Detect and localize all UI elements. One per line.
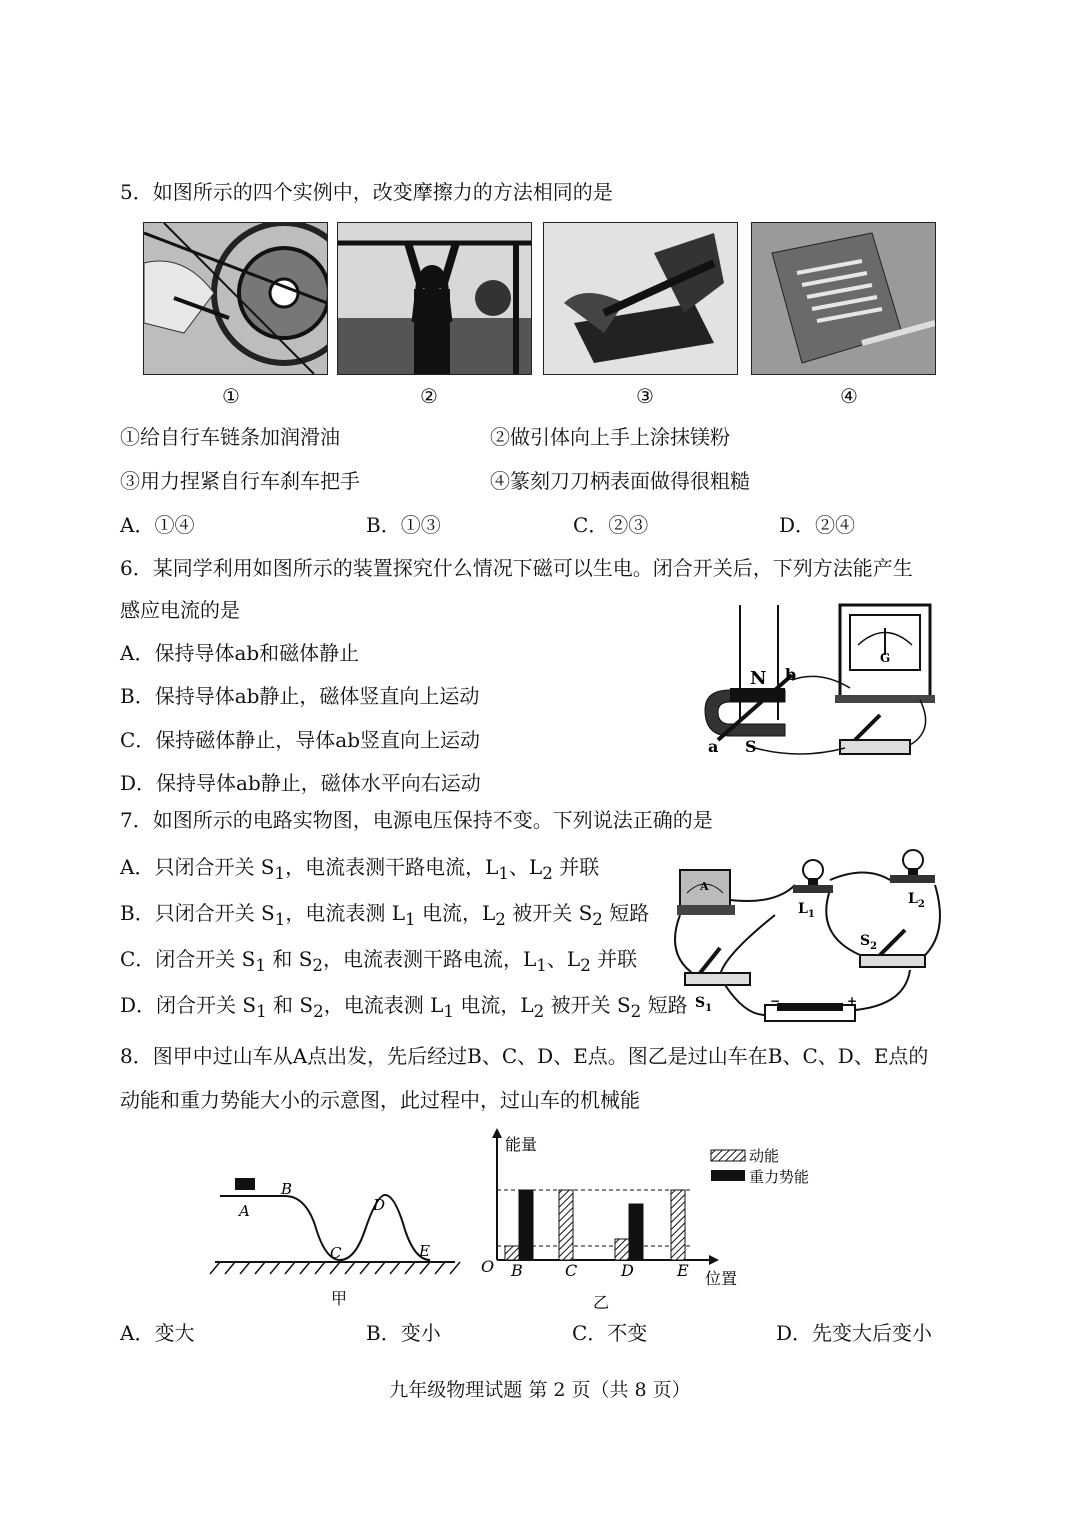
q6-stem-line1: 6．某同学利用如图所示的装置探究什么情况下磁可以生电。闭合开关后，下列方法能产生 <box>120 556 913 580</box>
q5-label-2: ② <box>420 384 438 408</box>
q6-galvanometer-g: G <box>880 651 891 665</box>
svg-text:−: − <box>770 994 781 1008</box>
q6-induction-apparatus-figure <box>700 600 940 770</box>
q8-chart-xlabel: 位置 <box>705 1269 738 1288</box>
q5-item-3: ③用力捏紧自行车刹车把手 <box>120 469 360 493</box>
q8-option-a: A．变大 <box>120 1321 195 1345</box>
q5-option-b: B．①③ <box>366 513 441 537</box>
q8-option-c: C．不变 <box>572 1321 648 1345</box>
q8-point-d: D <box>373 1196 386 1214</box>
q8-figure-yi-energy-chart <box>475 1128 835 1318</box>
q6-label-n: N <box>750 668 767 689</box>
q5-item-2: ②做引体向上手上涂抹镁粉 <box>490 425 730 449</box>
q5-photo-4-carving-knife <box>751 222 936 375</box>
svg-text:L1: $L_1$ <box>798 901 815 920</box>
q8-caption-yi: 乙 <box>593 1293 610 1312</box>
bar-kinetic-D <box>615 1239 629 1260</box>
q7-ammeter-a: A <box>700 880 709 893</box>
q8-chart-ylabel: 能量 <box>505 1135 538 1154</box>
q8-option-b: B．变小 <box>366 1321 441 1345</box>
q8-chart-origin: O <box>481 1257 495 1276</box>
q7-circuit-figure <box>665 845 945 1030</box>
category-label-B: B <box>511 1261 523 1280</box>
q5-option-a: A．①④ <box>120 513 195 537</box>
q7-option-b: B．只闭合开关 $S_1$，电流表测 $L_1$ 电流，$L_2$ 被开关 $S_2$ 短路 <box>120 901 650 929</box>
q7-option-c: C．闭合开关 $S_1$ 和 $S_2$，电流表测干路电流，$L_1$、$L_2$ 并联 <box>120 947 638 975</box>
q8-point-c: C <box>330 1244 342 1262</box>
bar-potential-B <box>519 1190 533 1260</box>
bar-potential-D <box>629 1204 643 1260</box>
bar-kinetic-C <box>559 1190 573 1260</box>
svg-text:S2: $S_2$ <box>860 933 878 952</box>
q6-label-b: b <box>785 665 797 684</box>
q5-label-1: ① <box>222 384 240 408</box>
q8-legend-potential: 重力势能 <box>749 1168 810 1186</box>
q5-item-4: ④篆刻刀刀柄表面做得很粗糙 <box>490 469 750 493</box>
q5-stem: 5．如图所示的四个实例中，改变摩擦力的方法相同的是 <box>120 180 613 204</box>
bar-kinetic-B <box>505 1246 519 1260</box>
q6-option-a: A．保持导体ab和磁体静止 <box>120 641 360 665</box>
category-label-C: C <box>565 1261 578 1280</box>
page-footer: 九年级物理试题 第 2 页（共 8 页） <box>389 1379 691 1401</box>
q5-photo-3-brake-lever <box>543 222 738 375</box>
svg-text:+: + <box>847 994 858 1008</box>
q8-point-a: A <box>239 1202 250 1220</box>
q8-stem-line1: 8．图甲中过山车从A点出发，先后经过B、C、D、E点。图乙是过山车在B、C、D、E点的 <box>120 1044 929 1068</box>
q8-caption-jia: 甲 <box>331 1289 348 1308</box>
q5-photo-1-bicycle-chain <box>143 222 328 375</box>
q8-legend-kinetic: 动能 <box>749 1147 780 1165</box>
q7-stem: 7．如图所示的电路实物图，电源电压保持不变。下列说法正确的是 <box>120 808 713 832</box>
q8-figure-jia-roller-coaster <box>205 1170 465 1310</box>
bar-kinetic-E <box>671 1190 685 1260</box>
q6-label-a: a <box>708 737 719 756</box>
q5-label-4: ④ <box>840 384 858 408</box>
q5-option-d: D．②④ <box>779 513 856 537</box>
category-label-E: E <box>677 1261 689 1280</box>
q6-option-b: B．保持导体ab静止，磁体竖直向上运动 <box>120 684 480 708</box>
q5-photo-2-pull-up <box>337 222 532 375</box>
q5-item-1: ①给自行车链条加润滑油 <box>120 425 340 449</box>
q6-label-s: S <box>745 737 757 756</box>
q6-option-d: D．保持导体ab静止，磁体水平向右运动 <box>120 771 481 795</box>
q8-option-d: D．先变大后变小 <box>776 1321 933 1345</box>
category-label-D: D <box>621 1261 634 1280</box>
q7-option-a: A．只闭合开关 $S_1$，电流表测干路电流，$L_1$、$L_2$ 并联 <box>120 855 600 883</box>
svg-text:L2: $L_2$ <box>908 891 925 910</box>
q8-point-b: B <box>281 1180 293 1198</box>
q5-option-c: C．②③ <box>573 513 649 537</box>
svg-text:S1: $S_1$ <box>695 995 713 1014</box>
q6-option-c: C．保持磁体静止，导体ab竖直向上运动 <box>120 728 481 752</box>
q8-stem-line2: 动能和重力势能大小的示意图，此过程中，过山车的机械能 <box>120 1088 640 1112</box>
q6-stem-line2: 感应电流的是 <box>120 598 240 622</box>
q5-label-3: ③ <box>636 384 654 408</box>
q7-option-d: D．闭合开关 $S_1$ 和 $S_2$，电流表测 $L_1$ 电流，$L_2$ 被开关 $S_2$ 短路 <box>120 993 688 1021</box>
q8-point-e: E <box>419 1242 430 1260</box>
